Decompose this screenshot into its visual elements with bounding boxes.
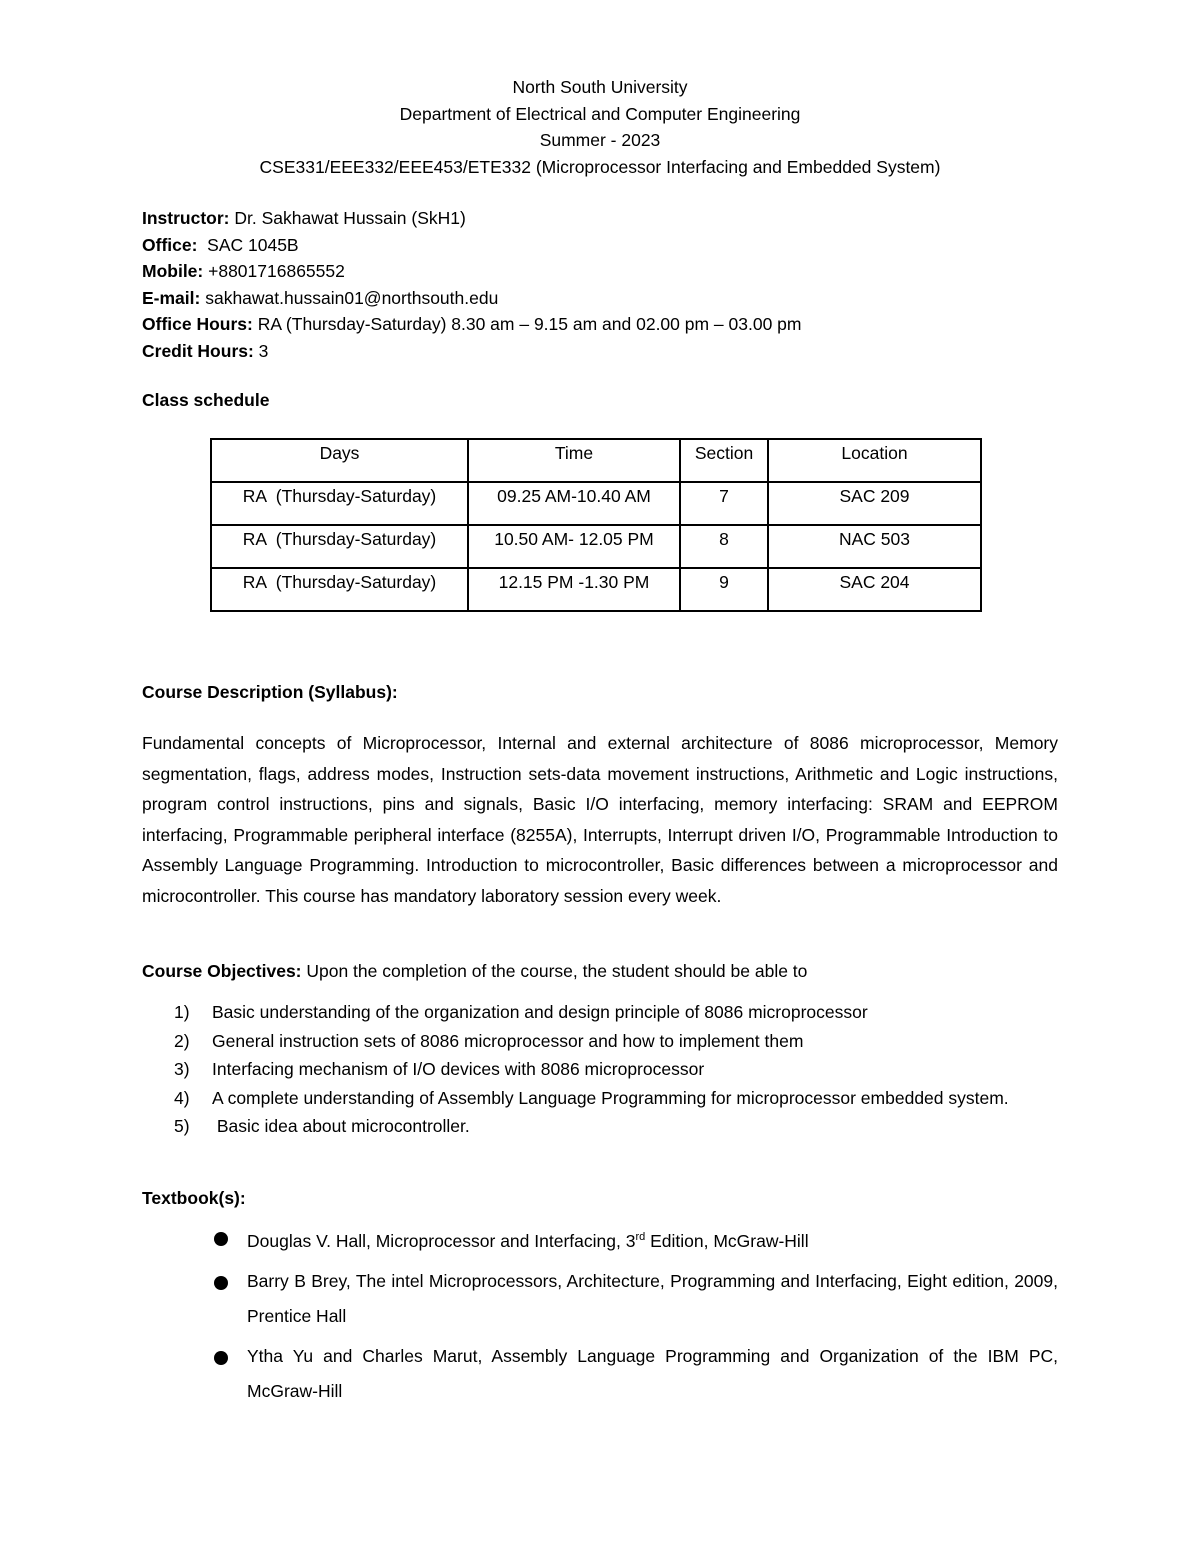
instructor-label: Instructor: — [142, 208, 230, 228]
office-hours-row — [142, 311, 1062, 338]
list-number: 5) — [174, 1116, 190, 1136]
department-name: Department of Electrical and Computer Engineering — [399, 103, 801, 124]
list-number: 3) — [174, 1059, 190, 1079]
list-text: Basic understanding of the organization and design principle of 8086 microprocessor — [212, 1002, 868, 1022]
list-number: 4) — [174, 1087, 190, 1108]
cell-location: NAC 503 — [768, 525, 981, 568]
list-text: A complete understanding of Assembly Language Programming for microprocessor embedded system. — [212, 1087, 1009, 1108]
course-description-text: Fundamental concepts of Microprocessor, Internal and external architecture of 8086 microprocessor, Memory segmentation, flags, address modes, Instruction sets-data movement instructions, Arithmetic and Logic instructions, program control instructions, pins and signals, Basic I/O interfacing, memory interfacing: SRAM and EEPROM interfacing, Programmable peripheral interface (8255A), Interrupts, Interrupt driven I/O, Programmable Introduction to Assembly Language Programming. Introduction to microcontroller, Basic differences between a microprocessor and microcontroller. This course has mandatory laboratory session every week. — [142, 733, 1058, 906]
office-value: SAC 1045B — [197, 234, 299, 255]
column-header-time: Time — [468, 439, 680, 482]
mobile-label: Mobile: — [142, 261, 204, 281]
course-title: CSE331/EEE332/EEE453/ETE332 (Microprocessor Interfacing and Embedded System) — [259, 156, 941, 177]
book-1-superscript: rd — [635, 1231, 646, 1243]
office-hours-label: Office Hours: — [142, 314, 253, 334]
email-row — [142, 285, 1062, 312]
course-objectives-intro-text: Upon the completion of the course, the student should be able to — [301, 961, 808, 981]
cell-location: SAC 209 — [768, 482, 981, 525]
office-label: Office: — [142, 234, 198, 255]
list-item — [142, 1027, 1058, 1056]
column-header-location: Location — [768, 439, 981, 482]
course-info — [142, 205, 1062, 364]
mobile-value: +8801716865552 — [203, 261, 345, 281]
instructor-value: Dr. Sakhawat Hussain (SkH1) — [229, 208, 466, 228]
cell-days: RA (Thursday-Saturday) — [211, 482, 468, 525]
bullet-icon — [214, 1232, 228, 1246]
cell-section: 7 — [680, 482, 768, 525]
table-row — [211, 568, 981, 611]
cell-location: SAC 204 — [768, 568, 981, 611]
cell-section: 8 — [680, 525, 768, 568]
list-number: 2) — [174, 1030, 190, 1051]
book-1-tail: Edition, McGraw-Hill — [645, 1230, 809, 1251]
course-objectives-label: Course Objectives: — [142, 961, 302, 981]
list-item — [142, 1055, 1058, 1084]
list-text: Interfacing mechanism of I/O devices with 8086 microprocessor — [212, 1059, 705, 1079]
list-text: General instruction sets of 8086 microprocessor and how to implement them — [212, 1030, 804, 1051]
email-label: E-mail: — [142, 287, 201, 308]
credit-hours-value: 3 — [253, 340, 269, 361]
book-2-text: Barry B Brey, The intel Microprocessors, Architecture, Programming and Interfacing, Eight edition, 2009, Prentice Hall — [247, 1270, 1058, 1326]
document-header — [0, 74, 1200, 180]
mobile-row — [142, 258, 1062, 285]
list-item — [142, 998, 1058, 1027]
list-item — [210, 1220, 1058, 1259]
cell-time: 10.50 AM- 12.05 PM — [468, 525, 680, 568]
bullet-icon — [214, 1276, 228, 1290]
book-1-text — [247, 1231, 809, 1251]
instructor-row — [142, 205, 1062, 232]
term: Summer - 2023 — [539, 130, 661, 150]
course-objectives-intro — [142, 961, 807, 983]
class-schedule-table — [210, 438, 982, 612]
list-text: Basic idea about microcontroller. — [212, 1116, 470, 1136]
credit-hours-row — [142, 338, 1062, 365]
credit-hours-label: Credit Hours: — [142, 340, 254, 361]
cell-days: RA (Thursday-Saturday) — [211, 525, 468, 568]
cell-section: 9 — [680, 568, 768, 611]
table-row — [211, 525, 981, 568]
list-number: 1) — [174, 1002, 190, 1022]
table-row — [211, 482, 981, 525]
office-row — [142, 232, 1062, 259]
cell-days: RA (Thursday-Saturday) — [211, 568, 468, 611]
email-value[interactable]: sakhawat.hussain01@northsouth.edu — [200, 287, 499, 308]
list-item — [142, 1112, 1058, 1141]
list-item — [210, 1264, 1058, 1334]
class-schedule-title: Class schedule — [142, 390, 270, 410]
bullet-icon — [214, 1351, 228, 1365]
column-header-days: Days — [211, 439, 468, 482]
cell-time: 12.15 PM -1.30 PM — [468, 568, 680, 611]
university-name: North South University — [512, 77, 688, 97]
textbooks-list — [210, 1220, 1058, 1414]
course-objectives-list — [142, 998, 1058, 1141]
book-1-main: Douglas V. Hall, Microprocessor and Interfacing, 3 — [247, 1230, 636, 1251]
book-3-text: Ytha Yu and Charles Marut, Assembly Language Programming and Organization of the IBM PC, McGraw-Hill — [247, 1345, 1058, 1401]
cell-time: 09.25 AM-10.40 AM — [468, 482, 680, 525]
office-hours-value: RA (Thursday-Saturday) 8.30 am – 9.15 am and 02.00 pm – 03.00 pm — [252, 314, 802, 334]
textbooks-title: Textbook(s): — [142, 1188, 246, 1208]
list-item — [210, 1339, 1058, 1409]
course-description-title: Course Description (Syllabus): — [142, 682, 398, 702]
column-header-section: Section — [680, 439, 768, 482]
list-item — [142, 1084, 1058, 1113]
table-header-row — [211, 439, 981, 482]
